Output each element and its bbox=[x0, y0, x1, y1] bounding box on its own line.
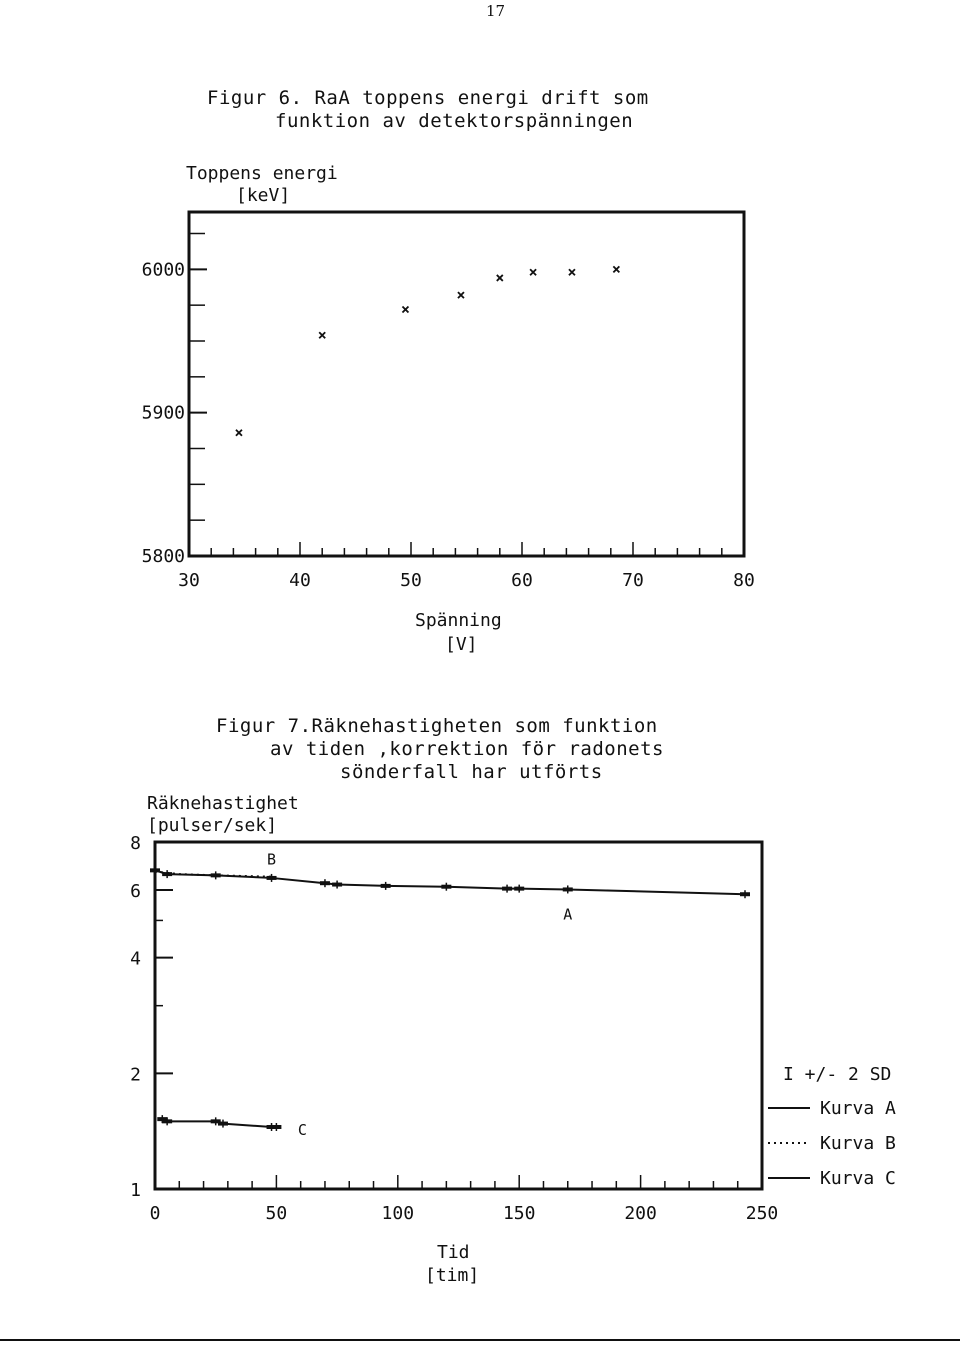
fig7-y-tick-label: 6 bbox=[130, 881, 141, 903]
legend-kurva-a-label: Kurva A bbox=[820, 1098, 896, 1119]
fig6-x-tick-label: 50 bbox=[400, 570, 422, 591]
fig7-legend bbox=[768, 1108, 810, 1178]
fig6-data-point bbox=[402, 306, 408, 312]
fig7-xlabel-line1: Tid bbox=[437, 1242, 470, 1263]
fig6-x-ticks bbox=[178, 570, 755, 591]
fig7-title-line3: sönderfall har utförts bbox=[340, 761, 603, 783]
fig6-ylabel-line2: [keV] bbox=[236, 185, 291, 206]
fig7-y-tick-label: 1 bbox=[130, 1180, 141, 1201]
fig6-data-point bbox=[458, 292, 464, 298]
fig6-x-tick-label: 60 bbox=[511, 570, 533, 591]
fig7-ylabel-line2: [pulser/sek] bbox=[147, 815, 278, 836]
fig7-y-tick-label: 2 bbox=[130, 1064, 141, 1086]
fig7-x-tick-label: 150 bbox=[502, 1203, 536, 1224]
kurva-b-inline-label: B bbox=[267, 850, 277, 869]
fig6-chart bbox=[142, 212, 755, 591]
kurva-c-marker bbox=[271, 1123, 281, 1131]
fig7-y-ticks bbox=[130, 833, 173, 1201]
fig6-plot-frame bbox=[189, 212, 744, 556]
fig6-data-point bbox=[569, 269, 575, 275]
kurva-a-line bbox=[155, 870, 745, 894]
fig6-x-tick-label: 30 bbox=[178, 570, 200, 591]
kurva-a-marker bbox=[740, 890, 750, 898]
fig6-x-tick-label: 40 bbox=[289, 570, 311, 591]
kurva-a-marker bbox=[332, 881, 342, 889]
fig6-x-minor-ticks bbox=[211, 542, 722, 556]
fig7-x-tick-label: 200 bbox=[624, 1203, 657, 1224]
fig6-title-line1: Figur 6. RaA toppens energi drift som bbox=[207, 87, 649, 109]
fig6-y-minor-ticks bbox=[189, 234, 205, 521]
fig7-x-ticks bbox=[150, 1175, 779, 1224]
fig7-title-line2: av tiden ,korrektion för radonets bbox=[270, 738, 664, 760]
fig7-chart bbox=[130, 833, 810, 1224]
kurva-a-inline-label: A bbox=[563, 905, 573, 924]
fig7-x-tick-label: 100 bbox=[381, 1203, 415, 1224]
page-number: 17 bbox=[486, 2, 506, 20]
kurva-a-marker bbox=[320, 879, 330, 887]
fig6-title-line2: funktion av detektorspänningen bbox=[275, 110, 634, 132]
fig7-y-tick-label: 8 bbox=[130, 833, 141, 854]
legend-kurva-c-label: Kurva C bbox=[820, 1168, 896, 1189]
fig7-x-tick-label: 50 bbox=[265, 1203, 288, 1224]
fig6-y-tick-label: 5900 bbox=[141, 402, 185, 424]
bottom-rule bbox=[0, 1339, 960, 1341]
fig6-data-point bbox=[236, 430, 242, 436]
fig6-data-point bbox=[319, 332, 325, 338]
fig7-ylabel-line1: Räknehastighet bbox=[147, 793, 299, 814]
fig6-data-points bbox=[236, 266, 619, 435]
fig7-xlabel-line2: [tim] bbox=[425, 1265, 480, 1286]
legend-errorbar-label: I +/- 2 SD bbox=[783, 1064, 892, 1085]
legend-kurva-b-label: Kurva B bbox=[820, 1133, 896, 1154]
fig7-plot-frame bbox=[155, 842, 762, 1189]
fig6-data-point bbox=[613, 266, 619, 272]
fig6-y-tick-label: 6000 bbox=[141, 259, 185, 281]
kurva-a-marker bbox=[514, 885, 524, 893]
kurva-c-inline-label: C bbox=[297, 1120, 307, 1139]
fig7-title-line1: Figur 7.Räknehastigheten som funktion bbox=[216, 715, 658, 737]
fig6-xlabel-line2: [V] bbox=[445, 634, 478, 655]
kurva-a-marker bbox=[502, 885, 512, 893]
kurva-a-marker bbox=[381, 882, 391, 890]
kurva-a-marker bbox=[162, 870, 172, 878]
kurva-a-marker bbox=[150, 866, 160, 874]
fig7-x-tick-label: 250 bbox=[745, 1203, 779, 1224]
fig7-x-tick-label: 0 bbox=[149, 1203, 161, 1224]
kurva-a-marker bbox=[267, 874, 277, 882]
fig6-x-tick-label: 70 bbox=[622, 570, 644, 591]
fig6-data-point bbox=[530, 269, 536, 275]
fig7-y-tick-label: 4 bbox=[130, 948, 141, 970]
kurva-a-marker bbox=[441, 883, 451, 891]
fig6-data-point bbox=[497, 275, 503, 281]
fig6-ylabel-line1: Toppens energi bbox=[186, 163, 338, 184]
fig6-x-tick-label: 80 bbox=[733, 570, 755, 591]
fig6-xlabel-line1: Spänning bbox=[415, 610, 502, 631]
kurva-a-marker bbox=[563, 885, 573, 893]
fig6-y-tick-label: 5800 bbox=[141, 546, 185, 567]
fig7-series-group bbox=[150, 851, 750, 1139]
